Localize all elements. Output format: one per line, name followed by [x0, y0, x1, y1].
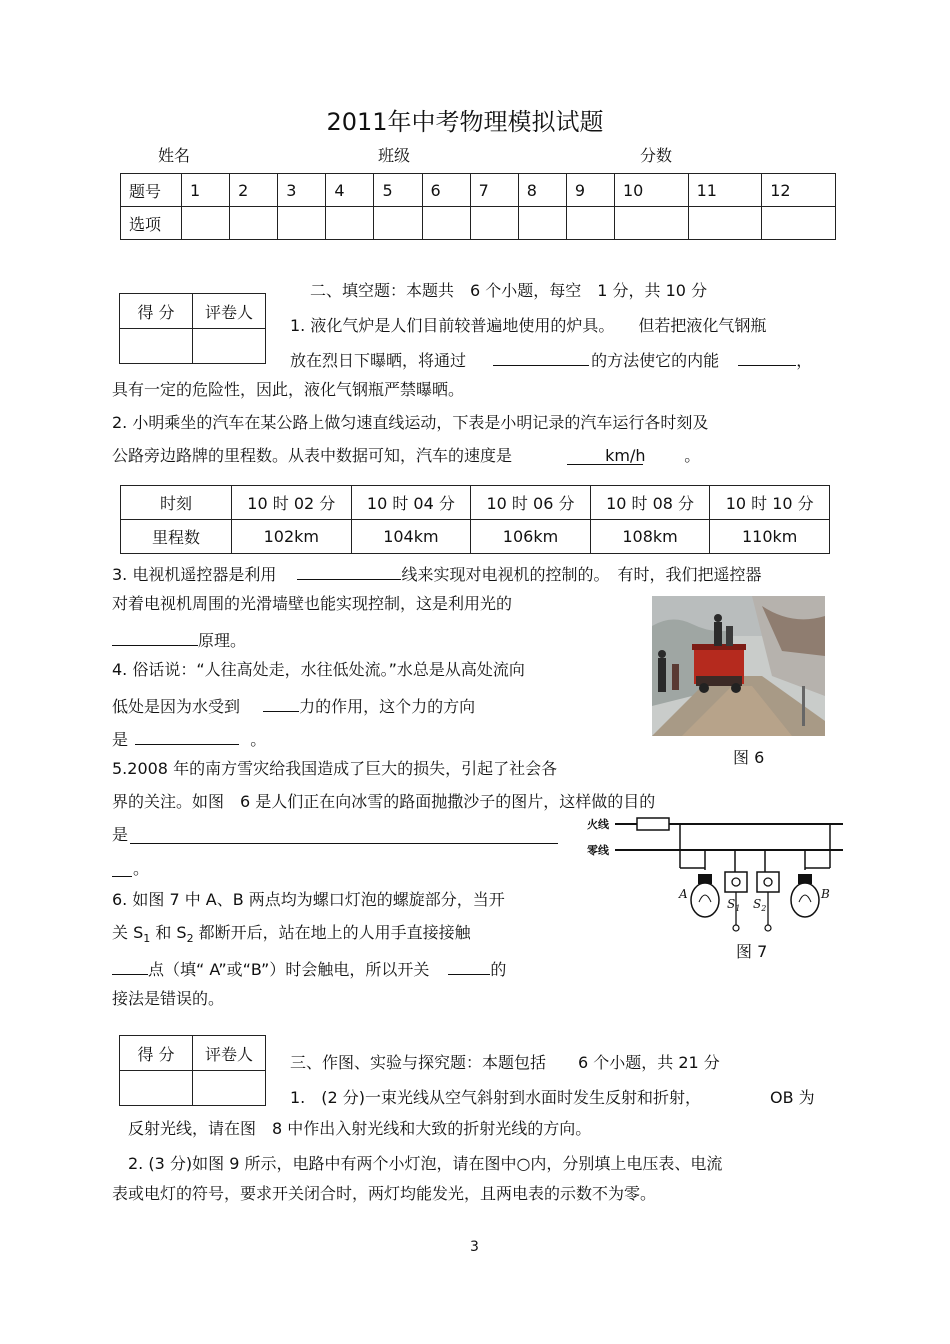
- q6-blank-2[interactable]: [448, 958, 490, 975]
- answer-input-cell[interactable]: [566, 207, 614, 240]
- q3-text-b: 线来实现对电视机的控制的。 有时，我们把遥控器: [401, 565, 762, 584]
- q1-text-c: ，: [796, 351, 813, 370]
- answer-input-cell[interactable]: [278, 207, 326, 240]
- q1-blank-2[interactable]: [738, 349, 796, 366]
- answer-table-cell: 11: [688, 174, 762, 207]
- figure7-circuit: [585, 810, 845, 940]
- q6-line1: 6. 如图 7 中 A、B 两点均为螺口灯泡的螺旋部分，当开: [112, 890, 505, 909]
- answer-table-cell: 9: [566, 174, 614, 207]
- neutral-wire-label: 零线: [587, 844, 609, 857]
- q1-text-b: 的方法使它的内能: [591, 351, 720, 370]
- q4-text-a: 低处是因为水受到: [112, 697, 241, 716]
- answer-table-cell: 2: [230, 174, 278, 207]
- mileage-table-header: 10 时 06 分: [471, 486, 591, 520]
- q1-line2: [290, 349, 812, 369]
- switch-s2-label: $S_2$: [753, 897, 767, 913]
- q4-line1: 4. 俗话说：“人往高处走，水往低处流。”水总是从高处流向: [112, 660, 525, 679]
- score-box-section2: [119, 293, 266, 364]
- q4-text-c: 是: [112, 730, 129, 749]
- answer-table-cell: 6: [422, 174, 470, 207]
- mileage-table-header: 10 时 04 分: [351, 486, 471, 520]
- answer-table-cell: 3: [278, 174, 326, 207]
- score-field-label: 分数: [640, 146, 673, 165]
- mileage-table-cell: 里程数: [121, 520, 232, 554]
- q2-end: 。: [684, 446, 701, 465]
- s3-q2-line2: 表或电灯的符号，要求开关闭合时，两灯均能发光，且两电表的示数不为零。: [112, 1184, 657, 1203]
- q6-line4: 接法是错误的。: [112, 989, 225, 1008]
- s3-q2-line1: 2. (3 分)如图 9 所示，电路中有两个小灯泡，请在图中○内，分别填上电压表、电流: [128, 1154, 723, 1173]
- q1-text-a: 放在烈日下曝晒，将通过: [290, 351, 467, 370]
- page-number: 3: [470, 1239, 479, 1255]
- lamp-b-label: B: [821, 887, 830, 901]
- switch-s1-label: $S_1$: [727, 897, 741, 913]
- q3-line3: [112, 629, 246, 649]
- q5-line1: 5.2008 年的南方雪灾给我国造成了巨大的损失，引起了社会各: [112, 759, 558, 778]
- mileage-table-header: 时刻: [121, 486, 232, 520]
- mileage-table-header-row: [121, 486, 830, 520]
- q6-sub-1: 1: [143, 932, 151, 946]
- mileage-table: [120, 485, 830, 554]
- answer-input-cell[interactable]: [688, 207, 762, 240]
- q1-line1: 1. 液化气炉是人们目前较普遍地使用的炉具。 但若把液化气钢瓶: [290, 316, 767, 335]
- answer-input-cell[interactable]: [470, 207, 518, 240]
- q2-unit: km/h: [605, 446, 646, 465]
- score-label: 得 分: [120, 1036, 193, 1071]
- q1-line3: 具有一定的危险性，因此，液化气钢瓶严禁曝晒。: [112, 380, 465, 399]
- page-title: 2011年中考物理模拟试题: [326, 108, 604, 136]
- s3-q1-line1b: OB 为: [770, 1088, 815, 1107]
- mileage-table-header: 10 时 10 分: [710, 486, 830, 520]
- score-box-section3: [119, 1035, 266, 1106]
- q3-text-a: 3. 电视机遥控器是利用: [112, 565, 277, 584]
- answer-table-row-label: 题号: [121, 174, 182, 207]
- q6-text-d: 点（填“ A”或“B”）时会触电，所以开关: [148, 960, 430, 979]
- q6-line3: [112, 958, 506, 978]
- mileage-table-header: 10 时 08 分: [590, 486, 710, 520]
- q1-blank-1[interactable]: [493, 349, 589, 366]
- answer-table-row-label: 选项: [121, 207, 182, 240]
- q3-line1: [112, 563, 761, 583]
- q5-end: 。: [133, 859, 150, 878]
- lamp-a-label: A: [679, 887, 688, 901]
- answer-input-cell[interactable]: [182, 207, 230, 240]
- grader-input-cell[interactable]: [193, 329, 266, 364]
- mileage-table-cell: 108km: [590, 520, 710, 554]
- q5-line3-label: 是: [112, 825, 129, 844]
- answer-input-cell[interactable]: [326, 207, 374, 240]
- snow-road-photo: [652, 596, 825, 736]
- q6-text-c: 都断开后，站在地上的人用手直接接触: [193, 923, 471, 942]
- answer-input-cell[interactable]: [518, 207, 566, 240]
- score-input-cell[interactable]: [120, 1071, 193, 1106]
- answer-table-cell: 4: [326, 174, 374, 207]
- answer-table-cell: 7: [470, 174, 518, 207]
- grader-label: 评卷人: [193, 294, 266, 329]
- answer-table-number-row: [121, 174, 836, 207]
- answer-table-cell: 10: [614, 174, 688, 207]
- s3-q1-line2: 反射光线，请在图 8 中作出入射光线和大致的折射光线的方向。: [128, 1119, 592, 1138]
- q6-text-b: 和 S: [150, 923, 187, 942]
- mileage-table-cell: 104km: [351, 520, 471, 554]
- q6-blank-1[interactable]: [112, 958, 148, 975]
- q4-blank-2[interactable]: [135, 728, 239, 745]
- answer-input-cell[interactable]: [614, 207, 688, 240]
- answer-input-cell[interactable]: [230, 207, 278, 240]
- q4-line3: [112, 728, 266, 748]
- answer-table-cell: 5: [374, 174, 422, 207]
- q2-text: 公路旁边路牌的里程数。从表中数据可知，汽车的速度是: [112, 446, 513, 465]
- answer-table: [120, 173, 836, 240]
- q3-text-c: 原理。: [198, 631, 247, 650]
- q3-line2: 对着电视机周围的光滑墙壁也能实现控制，这是利用光的: [112, 594, 513, 613]
- q6-line2: [112, 925, 471, 944]
- q4-text-b: 力的作用，这个力的方向: [299, 697, 476, 716]
- mileage-table-row: [121, 520, 830, 554]
- q5-blank-line-1[interactable]: [130, 843, 558, 844]
- answer-input-cell[interactable]: [762, 207, 836, 240]
- mileage-table-cell: 110km: [710, 520, 830, 554]
- section3-heading: 三、作图、实验与探究题：本题包括 6 个小题，共 21 分: [290, 1053, 720, 1072]
- q4-text-d: 。: [250, 730, 267, 749]
- figure6-caption: 图 6: [733, 748, 765, 767]
- q2-line1: 2. 小明乘坐的汽车在某公路上做匀速直线运动，下表是小明记录的汽车运行各时刻及: [112, 413, 709, 432]
- grader-label: 评卷人: [193, 1036, 266, 1071]
- q2-line2: [112, 448, 700, 465]
- q5-blank-line-2[interactable]: [112, 876, 132, 877]
- s3-q1-line1a: 1. (2 分)一束光线从空气斜射到水面时发生反射和折射，: [290, 1088, 702, 1107]
- answer-table-cell: 1: [182, 174, 230, 207]
- grader-input-cell[interactable]: [193, 1071, 266, 1106]
- q3-blank-1[interactable]: [297, 563, 401, 580]
- mileage-table-cell: 102km: [232, 520, 352, 554]
- snow-road-photo-graphic: [652, 596, 825, 736]
- answer-table-cell: 12: [762, 174, 836, 207]
- q5-line2: 界的关注。如图 6 是人们正在向冰雪的路面抛撒沙子的图片，这样做的目的: [112, 792, 656, 811]
- answer-table-choice-row: [121, 207, 836, 240]
- mileage-table-cell: 106km: [471, 520, 591, 554]
- mileage-table-header: 10 时 02 分: [232, 486, 352, 520]
- name-field-label: 姓名: [158, 146, 191, 165]
- answer-input-cell[interactable]: [374, 207, 422, 240]
- section2-heading: 二、填空题：本题共 6 个小题，每空 1 分，共 10 分: [310, 281, 708, 300]
- figure7-circuit-graphic: [585, 810, 845, 940]
- score-label: 得 分: [120, 294, 193, 329]
- answer-table-cell: 8: [518, 174, 566, 207]
- q4-blank-1[interactable]: [263, 695, 299, 712]
- q6-sub-2: 2: [186, 932, 194, 946]
- q6-text-e: 的: [490, 960, 507, 979]
- answer-input-cell[interactable]: [422, 207, 470, 240]
- q6-text-a: 关 S: [112, 923, 144, 942]
- figure7-caption: 图 7: [736, 942, 768, 961]
- q3-blank-2[interactable]: [112, 629, 198, 646]
- score-input-cell[interactable]: [120, 329, 193, 364]
- live-wire-label: 火线: [587, 818, 609, 831]
- class-field-label: 班级: [378, 146, 411, 165]
- q2-blank[interactable]: [567, 446, 646, 465]
- q4-line2: [112, 695, 475, 715]
